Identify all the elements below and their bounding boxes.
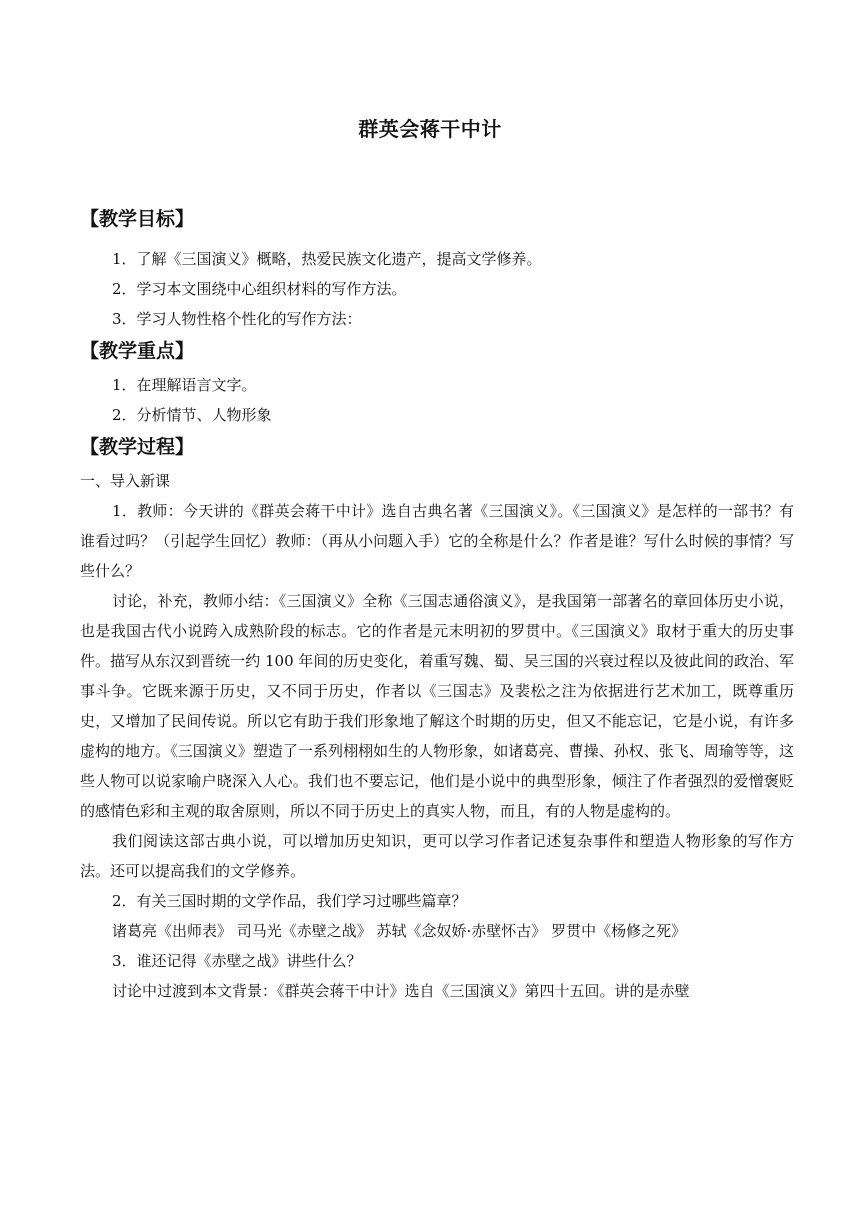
section-heading-objectives: 【教学目标】 xyxy=(80,208,195,230)
key-point-item: 2．分析情节、人物形象 xyxy=(112,406,272,424)
key-point-item: 1．在理解语言文字。 xyxy=(112,376,257,394)
objective-item: 2．学习本文围绕中心组织材料的写作方法。 xyxy=(112,280,407,298)
page-title: 群英会蒋干中计 xyxy=(358,117,502,141)
objective-item: 3．学习人物性格个性化的写作方法： xyxy=(112,310,362,328)
process-paragraph: 讨论，补充，教师小结：《三国演义》全称《三国志通俗演义》，是我国第一部著名的章回体历史小说，也是我国古代小说跨入成熟阶段的标志。它的作者是元末明初的罗贯中。《三国演义》取材于重大的历史事件。描写从东汉到晋统一约 100 年间的历史变化，着重写魏、蜀、吴三国的兴衰过程以及彼此间的政治、军事斗争。它既来源于历史，又不同于历史，作者以《三国志》及裴松之注为依据进行艺术加工，既尊重历史，又增加了民间传说。所以它有助于我们形象地了解这个时期的历史，但又不能忘记，它是小说，有许多虚构的地方。《三国演义》塑造了一系列栩栩如生的人物形象，如诸葛亮、曹操、孙权、张飞、周瑜等等，这些人物可以说家喻户晓深入人心。我们也不要忘记，他们是小说中的典型形象，倾注了作者强烈的爱憎褒贬的感情色彩和主观的取舍原则，所以不同于历史上的真实人物，而且，有的人物是虚构的。 xyxy=(80,592,794,820)
document-body xyxy=(80,202,794,1006)
process-paragraph: 1．教师：今天讲的《群英会蒋干中计》选自古典名著《三国演义》。《三国演义》是怎样的一部书？有谁看过吗？（引起学生回忆）教师：（再从小问题入手）它的全称是什么？作者是谁？写什么时候的事情？写些什么？ xyxy=(80,502,794,580)
process-subheading: 一、导入新课 xyxy=(80,472,171,490)
process-paragraph: 我们阅读这部古典小说，可以增加历史知识，更可以学习作者记述复杂事件和塑造人物形象的写作方法。还可以提高我们的文学修养。 xyxy=(80,832,794,880)
process-paragraph: 讨论中过渡到本文背景：《群英会蒋干中计》选自《三国演义》第四十五回。讲的是赤壁 xyxy=(112,982,690,1000)
process-paragraph: 诸葛亮《出师表》 司马光《赤壁之战》 苏轼《念奴娇·赤壁怀古》 罗贯中《杨修之死》 xyxy=(112,922,687,940)
process-paragraph: 3．谁还记得《赤壁之战》讲些什么？ xyxy=(112,952,362,970)
section-heading-key-points: 【教学重点】 xyxy=(80,340,195,362)
section-heading-process: 【教学过程】 xyxy=(80,436,195,458)
objective-item: 1．了解《三国演义》概略，热爱民族文化遗产，提高文学修养。 xyxy=(112,250,542,268)
process-paragraph: 2．有关三国时期的文学作品，我们学习过哪些篇章？ xyxy=(112,892,467,910)
